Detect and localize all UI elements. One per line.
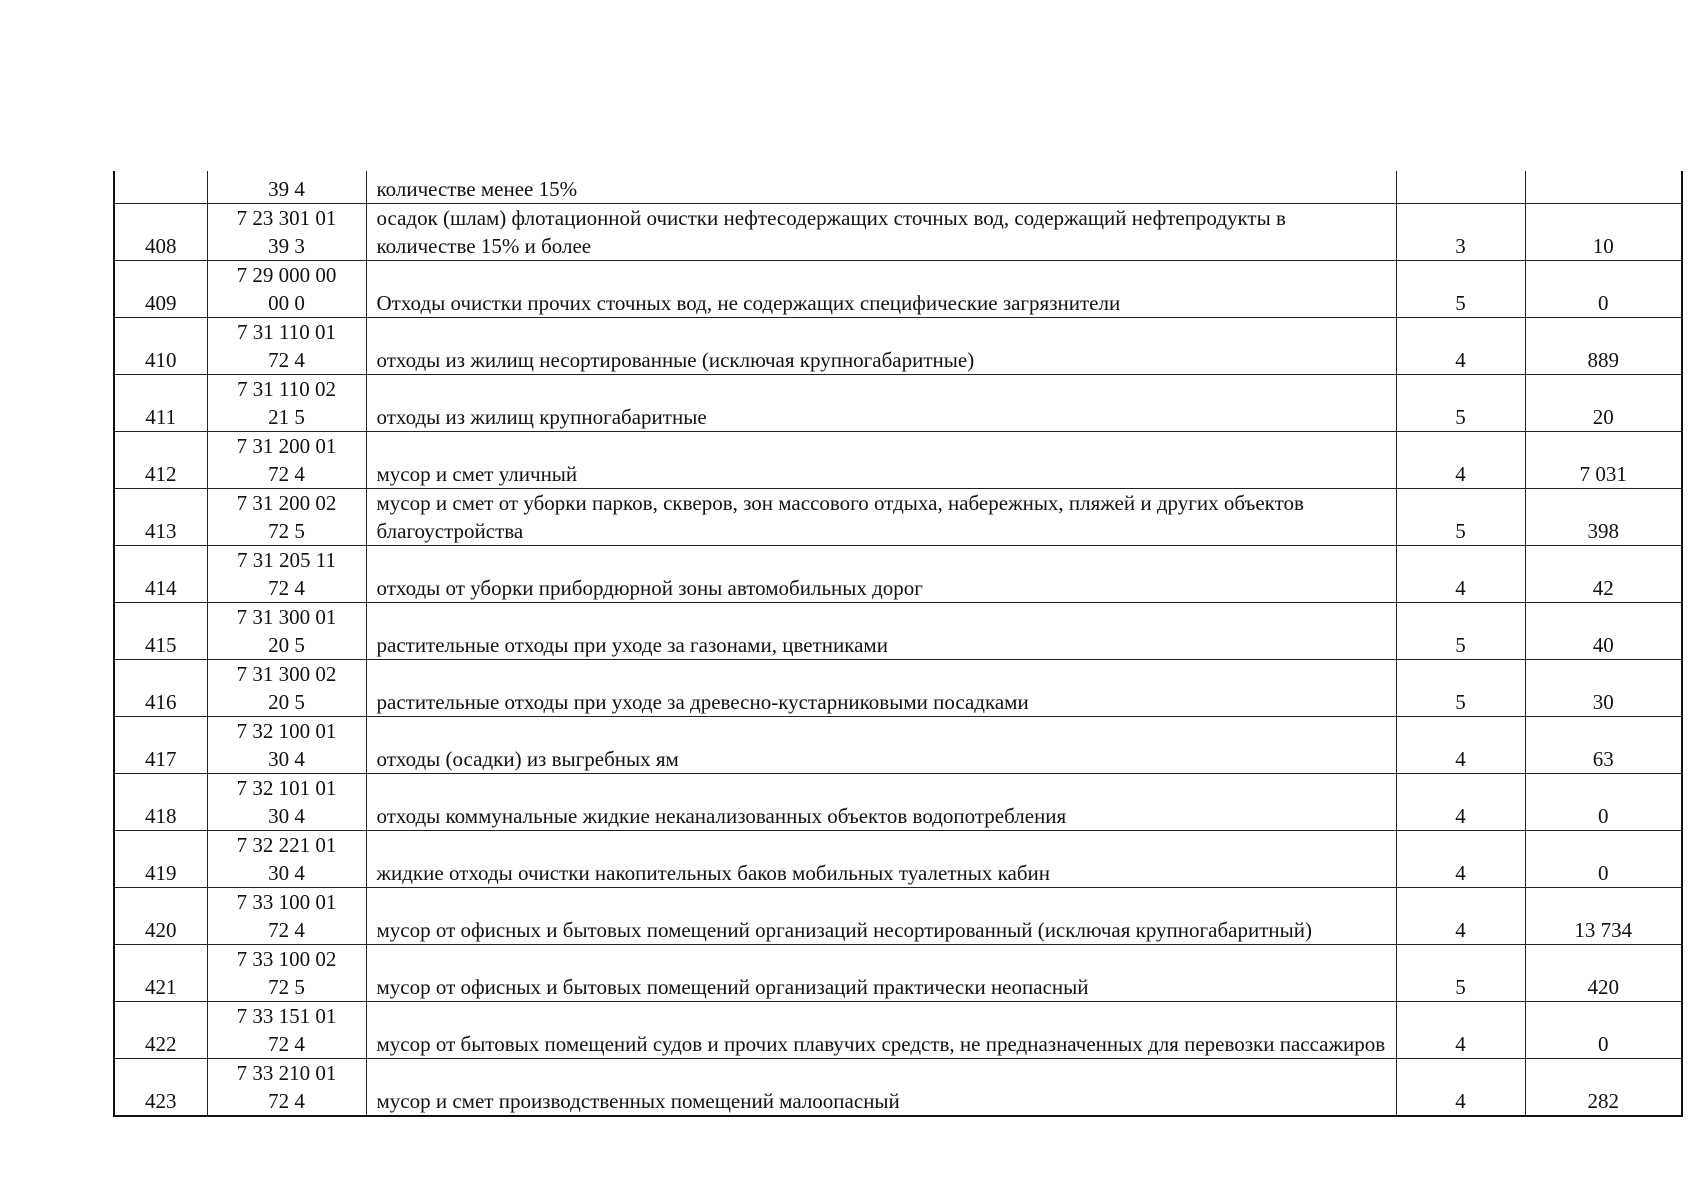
table-row [114,830,1682,887]
table-row [114,431,1682,488]
hazard-class-cell: 4 [1396,545,1525,602]
row-number-cell: 421 [114,944,207,1001]
waste-name-cell: отходы коммунальные жидкие неканализованных объектов водопотребления [366,773,1396,830]
waste-code-cell: 7 33 151 01 72 4 [207,1001,366,1058]
row-number-cell: 410 [114,317,207,374]
hazard-class-cell: 3 [1396,203,1525,260]
row-number-cell: 419 [114,830,207,887]
waste-code-cell: 7 33 100 02 72 5 [207,944,366,1001]
mass-cell: 0 [1525,260,1682,317]
table-row [114,602,1682,659]
waste-name-cell: мусор и смет производственных помещений малоопасный [366,1058,1396,1116]
mass-cell: 7 031 [1525,431,1682,488]
waste-name-cell: отходы от уборки прибордюрной зоны автомобильных дорог [366,545,1396,602]
waste-code-cell: 7 31 300 02 20 5 [207,659,366,716]
waste-name-cell: отходы (осадки) из выгребных ям [366,716,1396,773]
waste-table [113,171,1683,1117]
hazard-class-cell: 5 [1396,944,1525,1001]
hazard-class-cell: 5 [1396,488,1525,545]
table-row [114,716,1682,773]
hazard-class-cell: 5 [1396,374,1525,431]
mass-cell: 63 [1525,716,1682,773]
table-row [114,1058,1682,1116]
waste-code-cell: 7 31 110 02 21 5 [207,374,366,431]
waste-name-cell: жидкие отходы очистки накопительных баков мобильных туалетных кабин [366,830,1396,887]
waste-code-cell: 7 32 221 01 30 4 [207,830,366,887]
waste-code-cell: 7 31 200 02 72 5 [207,488,366,545]
table-row [114,1001,1682,1058]
hazard-class-cell: 4 [1396,317,1525,374]
waste-code-cell: 7 31 110 01 72 4 [207,317,366,374]
row-number-cell: 416 [114,659,207,716]
row-number-cell: 413 [114,488,207,545]
table-row [114,659,1682,716]
mass-cell: 13 734 [1525,887,1682,944]
row-number-cell: 417 [114,716,207,773]
mass-cell: 42 [1525,545,1682,602]
hazard-class-cell: 4 [1396,1001,1525,1058]
mass-cell: 420 [1525,944,1682,1001]
hazard-class-cell: 4 [1396,716,1525,773]
mass-cell: 282 [1525,1058,1682,1116]
table-row [114,488,1682,545]
row-number-cell [114,171,207,203]
waste-code-cell: 7 33 100 01 72 4 [207,887,366,944]
hazard-class-cell: 4 [1396,1058,1525,1116]
row-number-cell: 423 [114,1058,207,1116]
mass-cell [1525,171,1682,203]
row-number-cell: 422 [114,1001,207,1058]
mass-cell: 0 [1525,773,1682,830]
mass-cell: 20 [1525,374,1682,431]
table-row [114,773,1682,830]
waste-code-cell: 7 23 301 01 39 3 [207,203,366,260]
table-row [114,944,1682,1001]
waste-code-cell: 7 31 205 11 72 4 [207,545,366,602]
row-number-cell: 412 [114,431,207,488]
waste-code-cell: 7 31 300 01 20 5 [207,602,366,659]
row-number-cell: 418 [114,773,207,830]
row-number-cell: 408 [114,203,207,260]
waste-code-cell: 7 29 000 00 00 0 [207,260,366,317]
mass-cell: 30 [1525,659,1682,716]
hazard-class-cell: 4 [1396,431,1525,488]
waste-name-cell: мусор от офисных и бытовых помещений организаций несортированный (исключая крупногабаритный) [366,887,1396,944]
table-row [114,545,1682,602]
waste-name-cell: осадок (шлам) флотационной очистки нефтесодержащих сточных вод, содержащий нефтепродукты в количестве 15% и более [366,203,1396,260]
waste-name-cell: мусор и смет уличный [366,431,1396,488]
row-number-cell: 414 [114,545,207,602]
mass-cell: 0 [1525,1001,1682,1058]
hazard-class-cell: 4 [1396,830,1525,887]
waste-code-cell: 7 32 100 01 30 4 [207,716,366,773]
hazard-class-cell: 4 [1396,887,1525,944]
hazard-class-cell: 4 [1396,773,1525,830]
waste-table-body [114,171,1682,1116]
waste-code-cell: 7 31 200 01 72 4 [207,431,366,488]
table-row [114,317,1682,374]
row-number-cell: 409 [114,260,207,317]
mass-cell: 0 [1525,830,1682,887]
waste-name-cell: Отходы очистки прочих сточных вод, не содержащих специфические загрязнители [366,260,1396,317]
mass-cell: 398 [1525,488,1682,545]
row-number-cell: 415 [114,602,207,659]
waste-name-cell: мусор от офисных и бытовых помещений организаций практически неопасный [366,944,1396,1001]
mass-cell: 10 [1525,203,1682,260]
table-row [114,374,1682,431]
row-number-cell: 420 [114,887,207,944]
table-row [114,171,1682,203]
hazard-class-cell: 5 [1396,659,1525,716]
waste-name-cell: растительные отходы при уходе за древесно-кустарниковыми посадками [366,659,1396,716]
table-row [114,203,1682,260]
waste-name-cell: мусор от бытовых помещений судов и прочих плавучих средств, не предназначенных для перевозки пассажиров [366,1001,1396,1058]
row-number-cell: 411 [114,374,207,431]
waste-name-cell: отходы из жилищ крупногабаритные [366,374,1396,431]
waste-code-cell: 39 4 [207,171,366,203]
waste-name-cell: растительные отходы при уходе за газонами, цветниками [366,602,1396,659]
hazard-class-cell [1396,171,1525,203]
hazard-class-cell: 5 [1396,260,1525,317]
waste-code-cell: 7 33 210 01 72 4 [207,1058,366,1116]
waste-name-cell: количестве менее 15% [366,171,1396,203]
waste-name-cell: отходы из жилищ несортированные (исключая крупногабаритные) [366,317,1396,374]
waste-name-cell: мусор и смет от уборки парков, скверов, зон массового отдыха, набережных, пляжей и других объектов благоустройства [366,488,1396,545]
table-row [114,260,1682,317]
hazard-class-cell: 5 [1396,602,1525,659]
table-row [114,887,1682,944]
waste-code-cell: 7 32 101 01 30 4 [207,773,366,830]
mass-cell: 40 [1525,602,1682,659]
mass-cell: 889 [1525,317,1682,374]
